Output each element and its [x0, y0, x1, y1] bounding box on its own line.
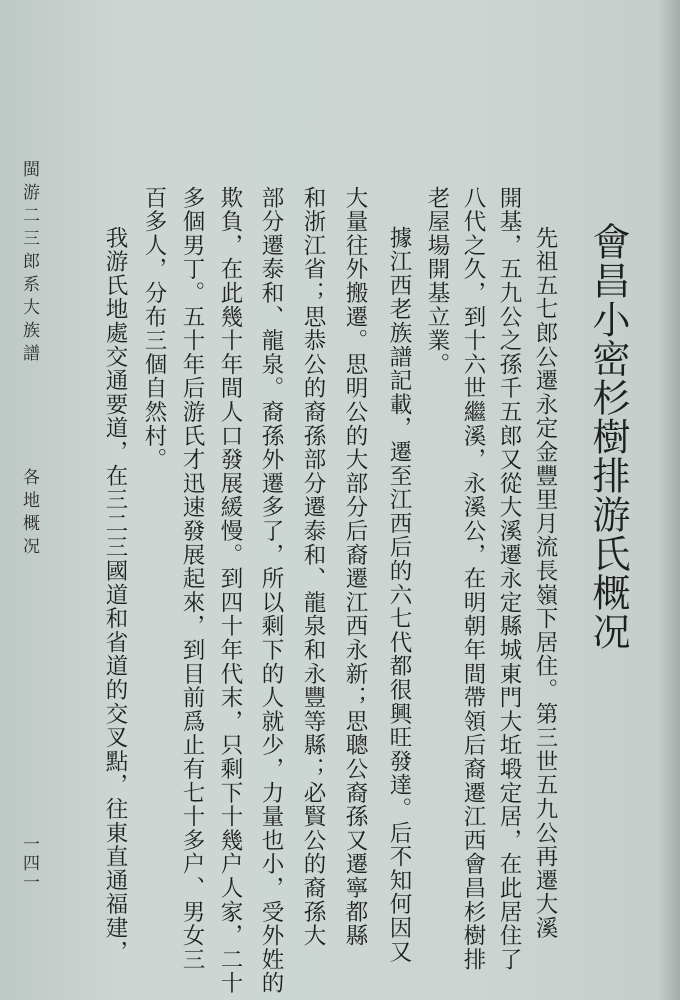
text-column-1: 先祖五七郎公遷永定金豐里月流長嶺下居住。第三世五九公再遷大溪 [532, 226, 558, 940]
text-column-11: 百多人，分布三個自然村。 [141, 186, 167, 472]
text-column-7: 和浙江省；思恭公的裔孫部分遷泰和、龍泉和永豐等縣；必賢公的裔孫大 [300, 186, 326, 948]
text-column-3: 八代之久，到十六世繼溪，永溪公，在明朝年間帶領后裔遷江西會昌杉樹排 [460, 186, 486, 972]
text-column-4: 老屋場開基立業。 [424, 186, 450, 377]
page-number: 一四一 [19, 835, 39, 892]
text-column-5: 據江西老族譜記載，遷至江西后的六七代都很興旺發達。后不知何因又 [386, 226, 412, 964]
text-column-2: 開基，五九公之孫千五郎又從大溪遷永定縣城東門大坵塅定居，在此居住了 [496, 186, 522, 972]
text-column-12: 我游氏地處交通要道，在三二三國道和省道的交叉點，往東直通福建， [102, 226, 128, 964]
section-label: 各地概况 [19, 468, 39, 560]
text-column-10: 多個男丁。五十年后游氏才迅速發展起來，到目前爲止有七十多户、男女三 [179, 186, 205, 972]
text-column-8: 部分遷泰和、龍泉。裔孫外遷多了，所以剩下的人就少，力量也小，受外姓的 [258, 186, 284, 996]
text-column-6: 大量往外搬遷。思明公的大部分后裔遷江西永新；思聰公裔孫又遷寧都縣 [342, 186, 368, 948]
page-title: 會昌小密杉樹排游氏概况 [586, 222, 630, 651]
text-column-9: 欺負，在此幾十年間人口發展緩慢。到四十年代末，只剩下十幾户人家，二十 [217, 186, 243, 996]
page-shadow [658, 0, 680, 1000]
book-title: 閩游二三郎系大族譜 [19, 160, 39, 367]
